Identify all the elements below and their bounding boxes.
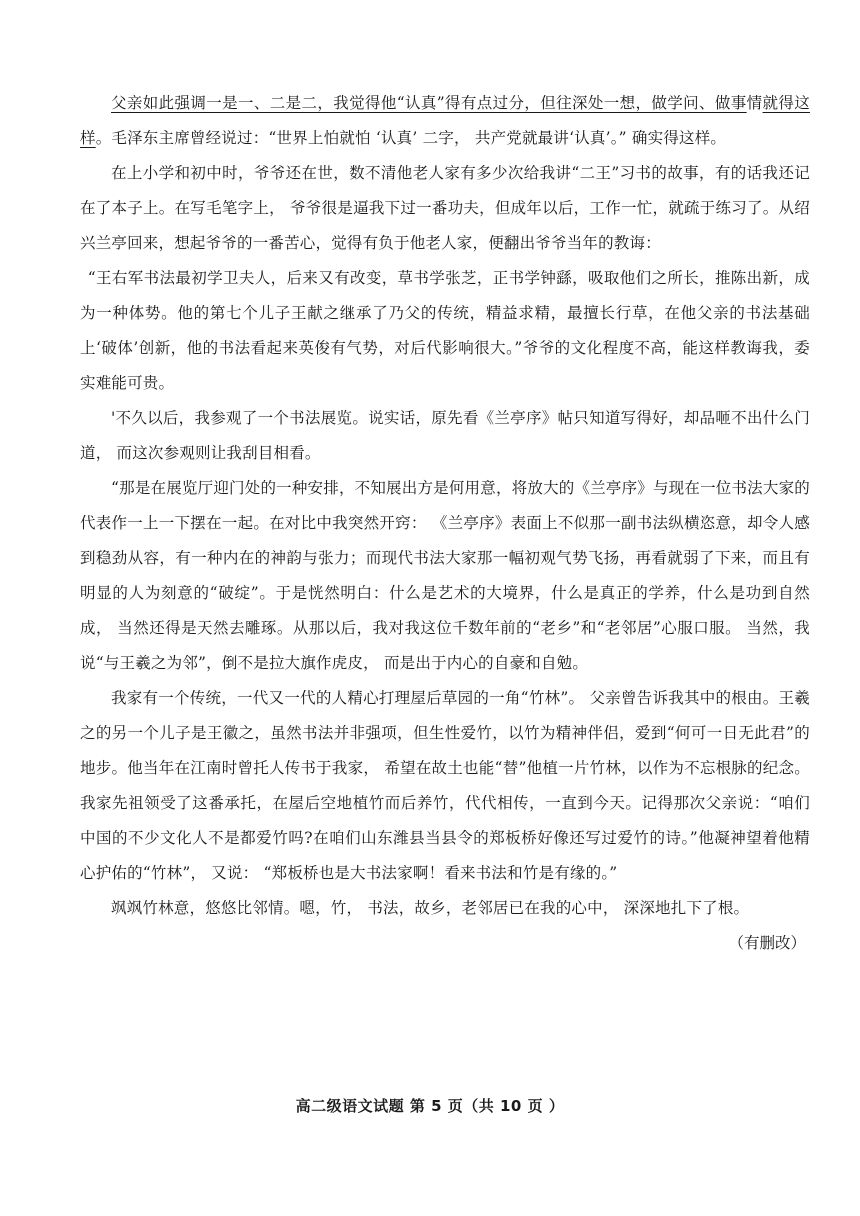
paragraph-3-quote: “王右军书法最初学卫夫人，后来又有改变，草书学张芝，正书学钟繇，吸取他们之所长，推陈出新，成为一种体势。他的第七个儿子王献之继承了乃父的传统，精益求精，最擅长行草，在他父亲的书法基础上‘破体’创新，他的书法看起来英俊有气势，对后代影响很大。”爷爷的文化程度不高，能这样教诲我，委实难能可贵。 [80, 269, 810, 392]
paragraph-6: 我家有一个传统，一代又一代的人精心打理屋后草园的一角“竹林”。 父亲曾告诉我其中的根由。王羲之的另一个儿子是王徽之，虽然书法并非强项，但生性爱竹，以竹为精神伴侣，爱到“何可一日无此君”的地步。他当年在江南时曾托人传书于我家， 希望在故土也能“替”他植一片竹林，以作为不忘根脉的纪念。我家先祖领受了这番承托，在屋后空地植竹而后养竹，代代相传，一直到今天。记得那次父亲说：“咱们中国的不少文化人不是都爱竹吗?在咱们山东潍县当县令的郑板桥好像还写过爱竹的诗。”他凝神望着他精心护佑的“竹林”， 又说： “郑板桥也是大书法家啊！看来书法和竹是有缘的。” [80, 689, 810, 882]
paragraph-4: '不久以后，我参观了一个书法展览。说实话，原先看《兰亭序》帖只知道写得好，却品咂不出什么门道， 而这次参观则让我刮目相看。 [80, 409, 810, 462]
underlined-phrase-1: 父亲如此强调一是一、二是二，我觉得他“认真”得有点过分，但往深处一想，做学问、做事 [111, 94, 747, 112]
page-footer: 高二级语文试题 第 5 页（共 10 页 ） [295, 1097, 565, 1115]
abridged-note: （有删改） [728, 934, 806, 952]
article-body [80, 86, 810, 961]
underlined-phrase-2: 就得这样 [80, 94, 810, 147]
paragraph-5: “那是在展览厅迎门处的一种安排，不知展出方是何用意，将放大的《兰亭序》与现在一位书法大家的代表作一上一下摆在一起。在对比中我突然开窍： 《兰亭序》表面上不似那一副书法纵横恣意，却令人感到稳劲从容，有一种内在的神韵与张力；而现代书法大家那一幅初观气势飞扬，再看就弱了下来，而且有明显的人为刻意的“破绽”。于是恍然明白：什么是艺术的大境界，什么是真正的学养，什么是功到自然成， 当然还得是天然去雕琢。从那以后，我对我这位千数年前的“老乡”和“老邻居”心服口服。 当然，我说“与王羲之为邻”，倒不是拉大旗作虎皮， 而是出于内心的自豪和自勉。 [80, 479, 810, 672]
paragraph-1-text-a: 情 [746, 94, 763, 112]
paragraph-2: 在上小学和初中时，爷爷还在世，数不清他老人家有多少次给我讲“二王”习书的故事，有的话我还记在了本子上。在写毛笔字上， 爷爷很是逼我下过一番功夫，但成年以后，工作一忙，就疏于练习了。从绍兴兰亭回来，想起爷爷的一番苦心，觉得有负于他老人家，便翻出爷爷当年的教诲： [80, 164, 810, 252]
paragraph-1-text-b: 。毛泽东主席曾经说过：“世界上怕就怕 ‘认真’ 二字， 共产党就最讲‘认真’。” 确实得这样。 [95, 129, 727, 147]
paragraph-7: 飒飒竹林意，悠悠比邻情。嗯，竹， 书法，故乡，老邻居已在我的心中， 深深地扎下了根。 [111, 899, 750, 917]
paragraph-1 [80, 86, 810, 156]
